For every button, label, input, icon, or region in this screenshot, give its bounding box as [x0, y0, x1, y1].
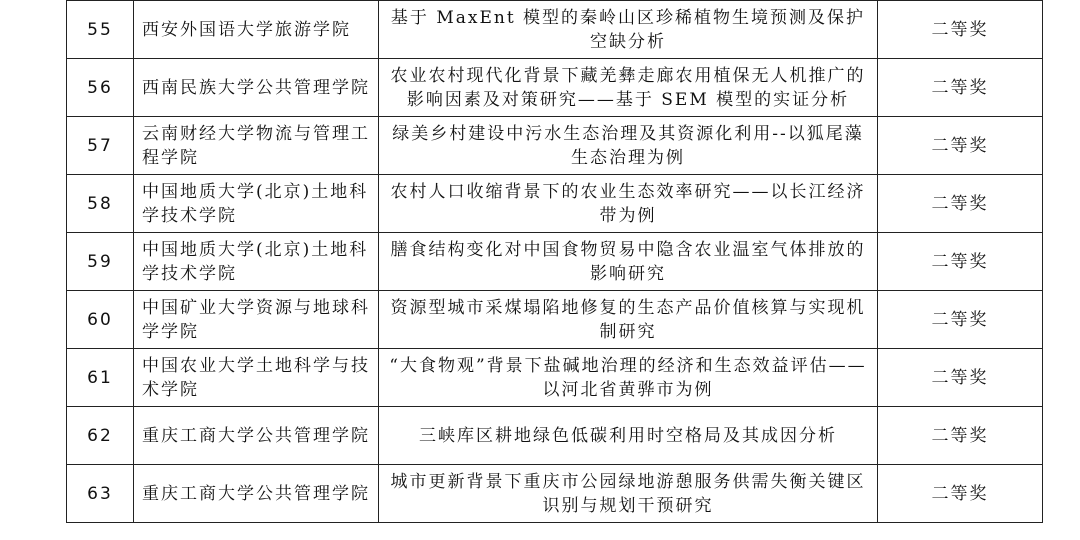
row-title	[379, 1, 878, 59]
row-unit	[134, 1, 379, 59]
row-number: 60	[67, 291, 134, 349]
row-title-text: “大食物观”背景下盐碱地治理的经济和生态效益评估——以河北省黄骅市为例	[389, 355, 867, 400]
row-unit	[134, 349, 379, 407]
row-title	[379, 175, 878, 233]
row-title	[379, 407, 878, 465]
row-title	[379, 59, 878, 117]
row-unit-text: 西南民族大学公共管理学院	[142, 77, 370, 98]
table-row	[67, 233, 1043, 291]
row-title	[379, 465, 878, 523]
row-title	[379, 291, 878, 349]
table-row	[67, 465, 1043, 523]
row-number: 63	[67, 465, 134, 523]
row-number: 55	[67, 1, 134, 59]
row-number: 58	[67, 175, 134, 233]
row-award: 二等奖	[878, 175, 1043, 233]
row-unit-text: 重庆工商大学公共管理学院	[142, 483, 370, 504]
row-title-text: 绿美乡村建设中污水生态治理及其资源化利用--以狐尾藻生态治理为例	[392, 123, 864, 168]
row-title-text: 资源型城市采煤塌陷地修复的生态产品价值核算与实现机制研究	[390, 297, 866, 342]
row-unit-text: 云南财经大学物流与管理工程学院	[142, 123, 370, 168]
row-award: 二等奖	[878, 349, 1043, 407]
row-title	[379, 349, 878, 407]
row-award: 二等奖	[878, 59, 1043, 117]
table-row	[67, 117, 1043, 175]
row-unit-text: 西安外国语大学旅游学院	[142, 19, 351, 40]
table-row	[67, 175, 1043, 233]
row-unit	[134, 175, 379, 233]
row-unit	[134, 59, 379, 117]
table-row	[67, 59, 1043, 117]
row-title	[379, 117, 878, 175]
row-title-text: 农村人口收缩背景下的农业生态效率研究——以长江经济带为例	[390, 181, 866, 226]
row-title-text: 基于 MaxEnt 模型的秦岭山区珍稀植物生境预测及保护空缺分析	[390, 7, 866, 52]
row-award: 二等奖	[878, 117, 1043, 175]
row-unit	[134, 233, 379, 291]
table-row	[67, 407, 1043, 465]
row-title-text: 膳食结构变化对中国食物贸易中隐含农业温室气体排放的影响研究	[390, 239, 866, 284]
row-number: 57	[67, 117, 134, 175]
row-award: 二等奖	[878, 465, 1043, 523]
row-unit-text: 中国农业大学土地科学与技术学院	[142, 355, 370, 400]
row-number: 59	[67, 233, 134, 291]
row-number: 56	[67, 59, 134, 117]
awards-table-body	[67, 1, 1043, 523]
row-number: 61	[67, 349, 134, 407]
table-row	[67, 291, 1043, 349]
row-unit-text: 中国地质大学(北京)土地科学技术学院	[142, 239, 369, 284]
row-unit-text: 中国矿业大学资源与地球科学学院	[142, 297, 370, 342]
row-title-text: 农业农村现代化背景下藏羌彝走廊农用植保无人机推广的影响因素及对策研究——基于 SEM 模型的实证分析	[390, 65, 866, 110]
row-award: 二等奖	[878, 291, 1043, 349]
awards-table	[66, 0, 1043, 523]
row-title-text: 城市更新背景下重庆市公园绿地游憩服务供需失衡关键区识别与规划干预研究	[390, 471, 866, 516]
row-award: 二等奖	[878, 233, 1043, 291]
row-unit	[134, 407, 379, 465]
row-title	[379, 233, 878, 291]
row-unit	[134, 291, 379, 349]
row-number: 62	[67, 407, 134, 465]
row-unit-text: 重庆工商大学公共管理学院	[142, 425, 370, 446]
table-row	[67, 349, 1043, 407]
table-row	[67, 1, 1043, 59]
row-title-text: 三峡库区耕地绿色低碳利用时空格局及其成因分析	[419, 425, 837, 446]
row-award: 二等奖	[878, 1, 1043, 59]
row-award: 二等奖	[878, 407, 1043, 465]
row-unit	[134, 117, 379, 175]
row-unit	[134, 465, 379, 523]
row-unit-text: 中国地质大学(北京)土地科学技术学院	[142, 181, 369, 226]
